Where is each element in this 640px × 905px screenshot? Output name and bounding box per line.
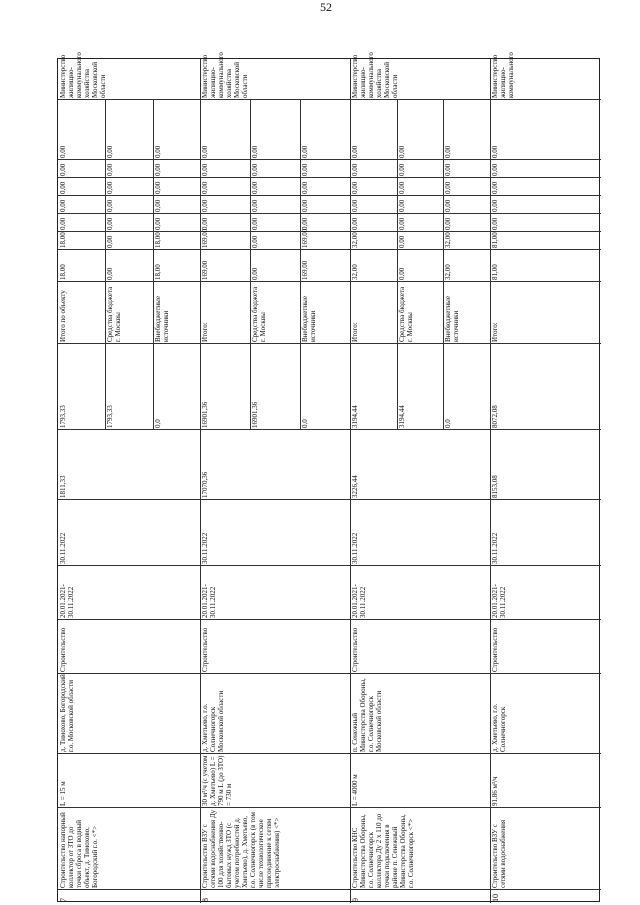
- location: д. Хметьево, г.о. Солнечногорск Московской области: [201, 690, 225, 752]
- period: 20.01.2021-30.11.2022: [491, 584, 507, 618]
- finance-year5-cell: [397, 159, 444, 177]
- finance-amount-cell: [443, 343, 490, 429]
- finance-source: Итого:: [351, 322, 359, 342]
- finance-total: 32,00: [351, 264, 359, 280]
- finance-amount-cell: [490, 343, 601, 429]
- capacity-cell: [58, 753, 200, 807]
- object-name-cell: [350, 807, 490, 889]
- finance-year1-cell: [105, 231, 152, 249]
- finance-source: Средства бюджета г. Москвы: [251, 285, 267, 342]
- finance-year2: 0,00: [106, 217, 115, 230]
- finance-year3: 0,00: [491, 199, 499, 212]
- finance-year4: 0,00: [397, 181, 406, 194]
- finance-year6-cell: [490, 99, 601, 159]
- finance-year1-cell: [490, 231, 601, 249]
- finance-year1-cell: [397, 231, 444, 249]
- finance-year3: 0,00: [251, 199, 259, 212]
- finance-year3: 0,00: [397, 199, 406, 212]
- finance-year1: 81,00: [491, 232, 499, 248]
- finance-year5-cell: [350, 159, 397, 177]
- object-name-cell: [58, 807, 200, 889]
- finance-source-cell: [58, 281, 105, 343]
- finance-amount: 0,0: [444, 419, 453, 428]
- finance-year3: 0,00: [444, 199, 453, 212]
- location: д. Хметьево, г.о. Солнечногорск: [491, 701, 507, 752]
- finance-year4-cell: [490, 177, 601, 195]
- finance-source-cell: [105, 281, 152, 343]
- finance-source-cell: [200, 281, 250, 343]
- finance-total-cell: [443, 249, 490, 281]
- finance-year5: 0,00: [106, 163, 115, 176]
- deadline-cell: [58, 499, 200, 565]
- finance-total-cell: [105, 249, 152, 281]
- finance-amount: 8072,08: [491, 405, 499, 428]
- finance-year5-cell: [200, 159, 250, 177]
- finance-year2-cell: [397, 213, 444, 231]
- finance-year4-cell: [58, 177, 105, 195]
- finance-year6: 0,00: [444, 145, 453, 158]
- finance-year6: 0,00: [59, 145, 67, 158]
- customer-cell: [350, 50, 490, 99]
- finance-total: 169,00: [301, 260, 309, 280]
- finance-total-cell: [58, 249, 105, 281]
- finance-amount: 16901,36: [251, 401, 259, 428]
- finance-total: 18,00: [153, 264, 162, 280]
- finance-year5: 0,00: [251, 163, 259, 176]
- finance-year2-cell: [350, 213, 397, 231]
- work-type-cell: [58, 619, 200, 673]
- finance-year1: 0,00: [397, 235, 406, 248]
- finance-year4-cell: [105, 177, 152, 195]
- rotated-table: [57, 50, 600, 902]
- finance-year2-cell: [105, 213, 152, 231]
- finance-amount-cell: [105, 343, 152, 429]
- finance-source: Итого по объекту: [59, 290, 67, 342]
- finance-total-cell: [300, 249, 350, 281]
- finance-source: Внебюджетные источники: [301, 294, 317, 342]
- finance-year4: 0,00: [59, 181, 67, 194]
- finance-year5: 0,00: [201, 163, 209, 176]
- finance-year4-cell: [443, 177, 490, 195]
- finance-year1: 32,00: [444, 232, 453, 248]
- location: п. Сенежный Министерства Обороны, г.о. Солнечногорск Московской области: [351, 676, 383, 752]
- row-number-cell: [58, 889, 200, 903]
- finance-source-cell: [300, 281, 350, 343]
- finance-year3-cell: [300, 195, 350, 213]
- finance-year4-cell: [153, 177, 200, 195]
- finance-year5-cell: [300, 159, 350, 177]
- deadline-cell: [200, 499, 350, 565]
- finance-source: Внебюджетные источники: [153, 294, 170, 342]
- finance-year2: 0,00: [491, 217, 499, 230]
- finance-year3: 0,00: [153, 199, 162, 212]
- finance-year6-cell: [200, 99, 250, 159]
- finance-source: Средства бюджета г. Москвы: [397, 285, 414, 342]
- finance-year4-cell: [300, 177, 350, 195]
- finance-year6: 0,00: [351, 145, 359, 158]
- finance-amount-cell: [200, 343, 250, 429]
- period-cell: [350, 565, 490, 619]
- finance-year2-cell: [58, 213, 105, 231]
- finance-year2: 0,00: [444, 217, 453, 230]
- finance-year5-cell: [443, 159, 490, 177]
- location: д. Тимохово, Богородский г.о. Московской области: [59, 672, 75, 752]
- finance-total-cell: [350, 249, 397, 281]
- customer-cell: [58, 50, 200, 99]
- finance-year4: 0,00: [444, 181, 453, 194]
- finance-year1: 0,00: [251, 235, 259, 248]
- finance-amount-cell: [153, 343, 200, 429]
- finance-amount-cell: [350, 343, 397, 429]
- finance-source-cell: [250, 281, 300, 343]
- finance-total: 32,00: [444, 264, 453, 280]
- finance-total-cell: [153, 249, 200, 281]
- finance-year5-cell: [490, 159, 601, 177]
- finance-year5-cell: [105, 159, 152, 177]
- row-number: 7: [59, 898, 68, 902]
- finance-year6-cell: [250, 99, 300, 159]
- finance-year3: 0,00: [59, 199, 67, 212]
- finance-year5-cell: [153, 159, 200, 177]
- finance-year5: 0,00: [301, 163, 309, 176]
- finance-year6: 0,00: [301, 145, 309, 158]
- finance-amount: 16901,36: [201, 401, 209, 428]
- object-name: Строительство ВЗУ с сетями водоснабжения Ду 100 для хозяйственно-бытовых нужд ЗТО (с учетом потребностей д. Хметьево), д. Хметьево, г.о. Солнечногорск (в том числе технологическое присоединение к сетям электроснабжения) <*>: [201, 808, 281, 888]
- finance-year6-cell: [443, 99, 490, 159]
- finance-amount-cell: [250, 343, 300, 429]
- finance-year6-cell: [105, 99, 152, 159]
- capacity-cell: [200, 753, 350, 807]
- finance-year5: 0,00: [491, 163, 499, 176]
- finance-amount: 3194,44: [397, 405, 406, 428]
- finance-year4: 0,00: [491, 181, 499, 194]
- finance-year4-cell: [250, 177, 300, 195]
- finance-year3-cell: [250, 195, 300, 213]
- finance-year2: 0,00: [351, 217, 359, 230]
- customer: Министерство жилищно-коммунального хозяйства Московской области: [59, 50, 107, 98]
- finance-year3: 0,00: [301, 199, 309, 212]
- finance-amount: 0,0: [153, 419, 162, 428]
- finance-year5-cell: [250, 159, 300, 177]
- finance-total: 0,00: [106, 267, 115, 280]
- finance-source: Итого:: [491, 322, 499, 342]
- finance-year6-cell: [153, 99, 200, 159]
- finance-year1: 169,00: [301, 228, 309, 248]
- finance-year4: 0,00: [251, 181, 259, 194]
- capacity-cell: [350, 753, 490, 807]
- finance-year6-cell: [397, 99, 444, 159]
- finance-year2: 0,00: [201, 217, 209, 230]
- finance-year1-cell: [443, 231, 490, 249]
- total-cost: 3226,44: [351, 475, 359, 498]
- total-cost: 17070,36: [201, 471, 209, 498]
- finance-year2: 0,00: [397, 217, 406, 230]
- finance-year2-cell: [200, 213, 250, 231]
- period: 20.01.2021-30.11.2022: [201, 584, 217, 618]
- finance-amount-cell: [397, 343, 444, 429]
- finance-year1: 32,00: [351, 232, 359, 248]
- finance-year6-cell: [350, 99, 397, 159]
- finance-year5: 0,00: [397, 163, 406, 176]
- work-type: Строительство: [201, 627, 209, 672]
- finance-year4: 0,00: [153, 181, 162, 194]
- location-cell: [200, 673, 350, 753]
- work-type: Строительство: [59, 627, 67, 672]
- finance-year2: 0,00: [59, 217, 67, 230]
- finance-year1: 18,00: [153, 232, 162, 248]
- total-cost-cell: [58, 429, 200, 499]
- finance-source-cell: [153, 281, 200, 343]
- finance-year6: 0,00: [153, 145, 162, 158]
- finance-year4: 0,00: [106, 181, 115, 194]
- finance-total: 169,00: [201, 260, 209, 280]
- work-type-cell: [200, 619, 350, 673]
- object-name-cell: [490, 807, 601, 889]
- object-name: Строительство ВЗУ с сетями водоснабжения: [491, 819, 507, 888]
- finance-year4-cell: [397, 177, 444, 195]
- finance-year3-cell: [350, 195, 397, 213]
- finance-year1-cell: [350, 231, 397, 249]
- customer: Министерство жилищно-коммунального: [491, 52, 515, 98]
- finance-amount: 0,0: [301, 419, 309, 428]
- row-number-cell: [350, 889, 490, 903]
- period-cell: [490, 565, 601, 619]
- finance-year2-cell: [300, 213, 350, 231]
- finance-year6: 0,00: [251, 145, 259, 158]
- customer: Министерство жилищно-коммунального хозяйства Московской области: [351, 50, 399, 98]
- finance-total-cell: [490, 249, 601, 281]
- deadline: 30.11.2022: [59, 532, 67, 564]
- finance-amount-cell: [300, 343, 350, 429]
- finance-year2: 0,00: [251, 217, 259, 230]
- finance-year3-cell: [490, 195, 601, 213]
- finance-year2-cell: [153, 213, 200, 231]
- finance-year6-cell: [300, 99, 350, 159]
- finance-total: 0,00: [251, 267, 259, 280]
- finance-amount: 1793,33: [106, 405, 115, 428]
- location-cell: [58, 673, 200, 753]
- finance-year5: 0,00: [351, 163, 359, 176]
- period: 20.01.2021-30.11.2022: [59, 584, 75, 618]
- finance-source-cell: [350, 281, 397, 343]
- finance-year1: 169,00: [201, 228, 209, 248]
- customer-cell: [200, 50, 350, 99]
- period-cell: [200, 565, 350, 619]
- work-type: Строительство: [491, 627, 499, 672]
- finance-year1-cell: [58, 231, 105, 249]
- finance-total-cell: [397, 249, 444, 281]
- finance-year1-cell: [153, 231, 200, 249]
- period: 20.01.2021-30.11.2022: [351, 584, 367, 618]
- finance-source: Итого:: [201, 322, 209, 342]
- finance-year5-cell: [58, 159, 105, 177]
- finance-source: Средства бюджета г. Москвы: [106, 285, 123, 342]
- finance-year2: 0,00: [153, 217, 162, 230]
- location-cell: [350, 673, 490, 753]
- total-cost: 8153,08: [491, 475, 499, 498]
- finance-total-cell: [250, 249, 300, 281]
- deadline-cell: [490, 499, 601, 565]
- finance-year6: 0,00: [201, 145, 209, 158]
- finance-year1: 0,00: [106, 235, 115, 248]
- finance-amount: 1793,33: [59, 405, 67, 428]
- finance-year5: 0,00: [59, 163, 67, 176]
- finance-year3: 0,00: [201, 199, 209, 212]
- finance-source: Внебюджетные источники: [444, 294, 461, 342]
- row-number: 8: [201, 898, 210, 902]
- finance-source-cell: [397, 281, 444, 343]
- finance-year3: 0,00: [106, 199, 115, 212]
- finance-year6: 0,00: [491, 145, 499, 158]
- finance-total: 81,00: [491, 264, 499, 280]
- finance-year4-cell: [200, 177, 250, 195]
- finance-year3-cell: [397, 195, 444, 213]
- finance-year5: 0,00: [153, 163, 162, 176]
- capacity-cell: [490, 753, 601, 807]
- finance-total-cell: [200, 249, 250, 281]
- total-cost: 1811,33: [59, 475, 67, 498]
- total-cost-cell: [350, 429, 490, 499]
- finance-year2-cell: [443, 213, 490, 231]
- row-number: 9: [351, 898, 360, 902]
- total-cost-cell: [200, 429, 350, 499]
- finance-year4: 0,00: [201, 181, 209, 194]
- finance-year1-cell: [300, 228, 350, 249]
- customer: Министерство жилищно-коммунального хозяйства Московской области: [201, 50, 249, 98]
- deadline: 30.11.2022: [201, 532, 209, 564]
- finance-year4: 0,00: [301, 181, 309, 194]
- finance-total: 0,00: [397, 267, 406, 280]
- finance-year6-cell: [58, 99, 105, 159]
- deadline-cell: [350, 499, 490, 565]
- row-number-cell: [200, 889, 350, 903]
- finance-year6: 0,00: [397, 145, 406, 158]
- finance-year6: 0,00: [106, 145, 115, 158]
- deadline: 30.11.2022: [491, 532, 499, 564]
- object-name-cell: [200, 807, 350, 889]
- finance-year1: 18,00: [59, 232, 67, 248]
- total-cost-cell: [490, 429, 601, 499]
- finance-total: 18,00: [59, 264, 67, 280]
- finance-year3-cell: [105, 195, 152, 213]
- finance-year5: 0,00: [444, 163, 453, 176]
- finance-year2-cell: [490, 213, 601, 231]
- finance-year2-cell: [250, 213, 300, 231]
- finance-year4: 0,00: [351, 181, 359, 194]
- finance-year3-cell: [58, 195, 105, 213]
- capacity: 30 м³/ч (с учетом д. Хметьево) L = 790 м L (до ЗТО) = 730 м: [201, 753, 233, 806]
- object-name: Строительство напорный коллектор от ЗТО до точки сброса в водный объект, д. Тимохово, Богородский г.о. <*>: [59, 810, 99, 888]
- finance-year1-cell: [200, 228, 250, 249]
- row-number: 10: [491, 894, 500, 902]
- capacity: L = 4000 м: [351, 774, 359, 806]
- finance-year3-cell: [153, 195, 200, 213]
- finance-source-cell: [443, 281, 490, 343]
- finance-source-cell: [490, 281, 601, 343]
- page-number: 52: [320, 0, 332, 14]
- finance-amount-cell: [58, 343, 105, 429]
- object-name: Строительство КНС Министерства Обороны, г.о. Солнечногорск коллектора Ду 2 х 110 до точки подключения в районе п. Сенежный Министерства Обороны, г.о. Солнечногорск <*>: [351, 811, 415, 888]
- row-number-cell: [490, 889, 601, 903]
- finance-amount: 3194,44: [351, 405, 359, 428]
- work-type-cell: [490, 619, 601, 673]
- period-cell: [58, 565, 200, 619]
- finance-year1-cell: [250, 231, 300, 249]
- finance-year3-cell: [200, 195, 250, 213]
- work-type: Строительство: [351, 627, 359, 672]
- finance-year3-cell: [443, 195, 490, 213]
- finance-year3: 0,00: [351, 199, 359, 212]
- capacity: 91,86 м³/ч: [491, 776, 499, 806]
- deadline: 30.11.2022: [351, 532, 359, 564]
- capacity: L = 15 м: [59, 781, 67, 806]
- location-cell: [490, 673, 601, 753]
- finance-year4-cell: [350, 177, 397, 195]
- customer-cell: [490, 52, 601, 99]
- work-type-cell: [350, 619, 490, 673]
- finance-year2: 0,00: [301, 217, 309, 230]
